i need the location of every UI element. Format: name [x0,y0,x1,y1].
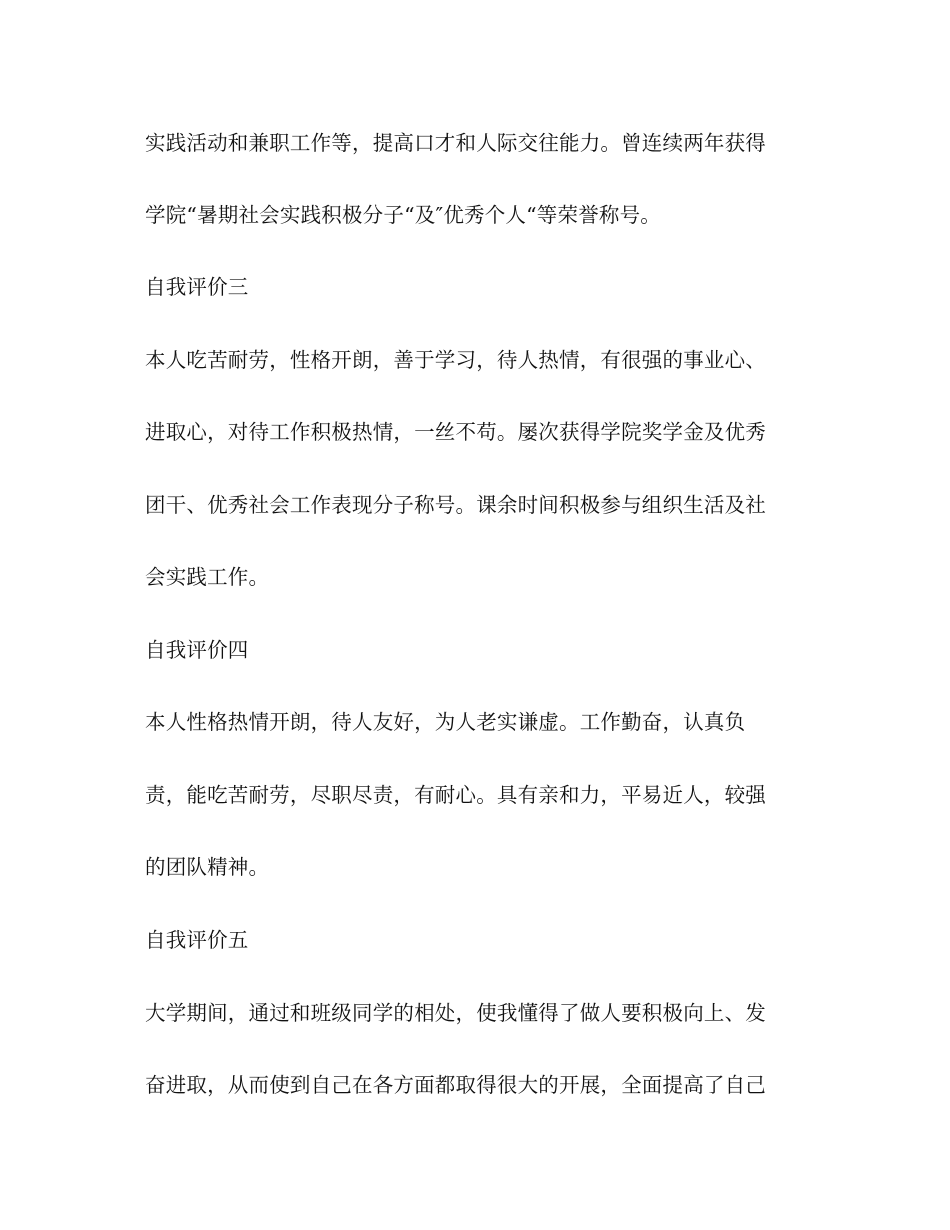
section-heading: 自我评价四 [145,638,249,662]
paragraph-line: 会实践工作。 [145,565,270,589]
paragraph-line: 大学期间，通过和班级同学的相处，使我懂得了做人要积极向上、发 [145,1001,766,1025]
section-heading: 自我评价五 [145,928,249,952]
paragraph-line: 本人性格热情开朗，待人友好，为人老实谦虚。工作勤奋，认真负 [145,710,746,734]
paragraph-line: 本人吃苦耐劳，性格开朗，善于学习，待人热情，有很强的事业心、 [145,348,766,372]
paragraph-line: 奋进取，从而使到自己在各方面都取得很大的开展，全面提高了自己 [145,1073,766,1097]
paragraph-line: 学院“暑期社会实践积极分子“及″优秀个人“等荣誉称号。 [145,203,661,227]
paragraph-line: 团干、优秀社会工作表现分子称号。课余时间积极参与组织生活及社 [145,493,766,517]
paragraph-line: 责，能吃苦耐劳，尽职尽责，有耐心。具有亲和力，平易近人，较强 [145,783,766,807]
paragraph-line: 进取心，对待工作积极热情，一丝不苟。屡次获得学院奖学金及优秀 [145,420,766,444]
paragraph-line: 的团队精神。 [145,855,270,879]
paragraph-line: 实践活动和兼职工作等，提高口才和人际交往能力。曾连续两年获得 [145,131,766,155]
section-heading: 自我评价三 [145,275,249,299]
